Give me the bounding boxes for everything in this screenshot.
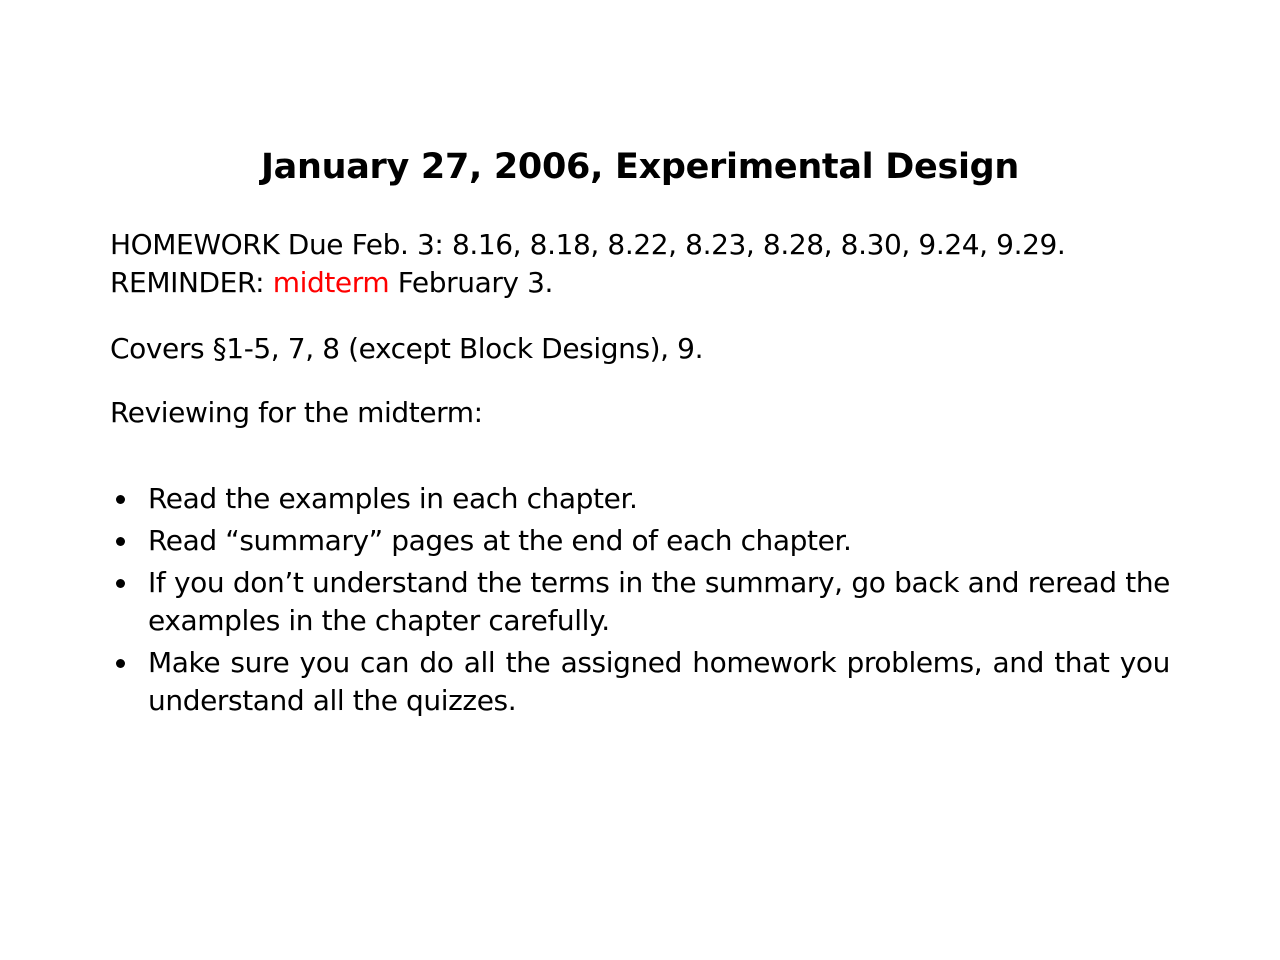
list-item [110,522,1170,560]
list-item [110,564,1170,640]
list-item-text: Make sure you can do all the assigned homework problems, and that you understand all the quizzes. [148,646,1170,717]
homework-block [110,226,1170,302]
page-title: January 27, 2006, Experimental Design [260,147,1020,187]
homework-line: HOMEWORK Due Feb. 3: 8.16, 8.18, 8.22, 8.23, 8.28, 8.30, 9.24, 9.29. [110,228,1066,261]
reminder-prefix: REMINDER: [110,266,273,299]
covers-line: Covers §1-5, 7, 8 (except Block Designs), 9. [110,332,704,365]
review-bullet-list [110,480,1170,724]
list-item-text: Read “summary” pages at the end of each chapter. [148,524,852,557]
reminder-highlight: midterm [272,266,390,299]
reviewing-heading: Reviewing for the midterm: [110,396,483,429]
bullet-icon [116,495,125,504]
list-item [110,480,1170,518]
slide [110,0,1170,960]
list-item-text: Read the examples in each chapter. [148,482,638,515]
reminder-line [110,264,1170,302]
bullet-icon [116,659,125,668]
bullet-icon [116,537,125,546]
list-item-text: If you don’t understand the terms in the summary, go back and reread the examples in the chapter carefully. [148,566,1170,637]
list-item [110,644,1170,720]
reminder-suffix: February 3. [389,266,554,299]
bullet-icon [116,579,125,588]
